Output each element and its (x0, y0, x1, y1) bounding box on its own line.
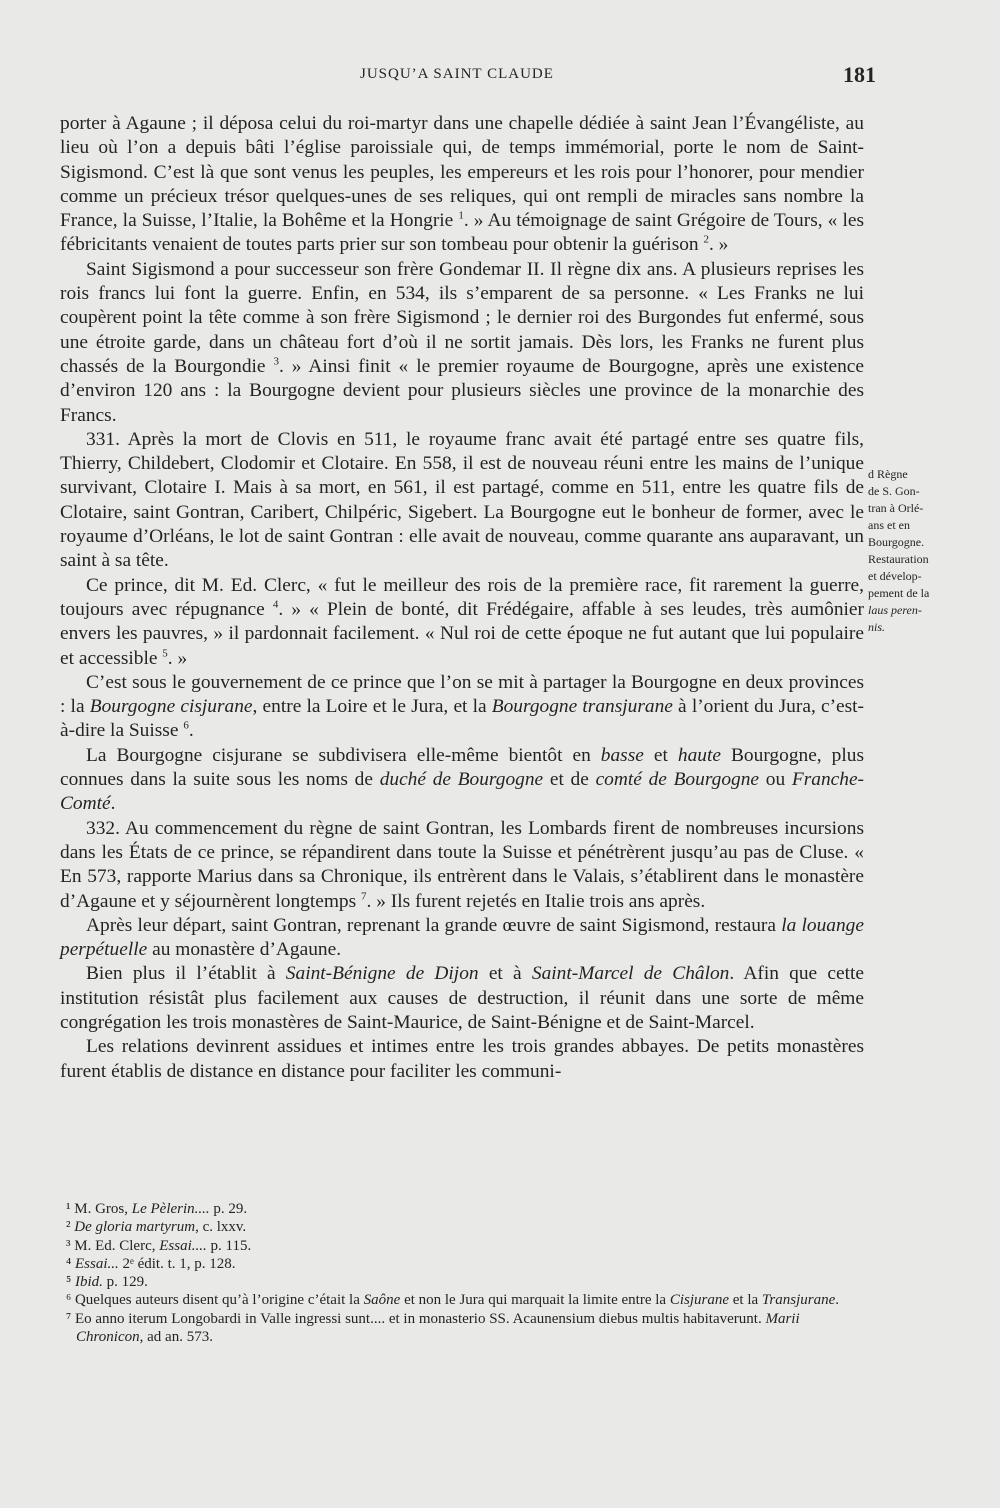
footnote (60, 1200, 864, 1218)
text-run: , ad an. 573. (139, 1329, 213, 1346)
italic-text: Essai.... (159, 1237, 207, 1254)
text-run: . » « Plein de bonté, dit Frédégaire, affable à ses leudes, très aumônier envers les pauvres, » il pardonnait facilement. « Nul roi de cette époque ne fut autant que lui populaire et accessible (60, 598, 864, 669)
footnote-ref: 1 (458, 209, 464, 222)
text-run: et dévelop- (868, 569, 922, 583)
paragraph (60, 817, 864, 914)
margin-note-line (868, 619, 964, 636)
text-run: pement de la (868, 586, 930, 600)
text-run: , c. lxxv. (195, 1219, 247, 1236)
italic-text: Cisjurane (669, 1292, 729, 1309)
paragraph (60, 112, 864, 258)
text-run: p. 115. (206, 1237, 252, 1254)
margin-note-line (868, 602, 964, 619)
italic-text: laus peren- (868, 603, 922, 617)
italic-text: Marii Chronicon (76, 1310, 800, 1346)
text-run: 332. Au commencement du règne de saint Gontran, les Lombards firent de nombreuses incursions dans les États de ce prince, se répandirent dans toute la Suisse et pénétrèrent jusqu’au pas de Cluse. « En 573, rapporte Marius dans sa Chronique, ils entrèrent dans le Valais, s’établirent dans le monastère d’Agaune et y séjournèrent longtemps (60, 817, 864, 912)
italic-text: Le Pèlerin.... (131, 1201, 210, 1217)
text-run: 2ᵉ édit. t. 1, p. 128. (118, 1255, 236, 1272)
italic-text: duché de Bourgogne (379, 769, 544, 791)
footnote (60, 1255, 864, 1273)
margin-note (868, 466, 964, 636)
text-run: Restauration (868, 552, 929, 566)
text-run: et non le Jura qui marquait la limite entre la (400, 1292, 670, 1309)
running-head: JUSQU’A SAINT CLAUDE (360, 66, 554, 82)
main-text (60, 112, 864, 1084)
footnote (60, 1291, 864, 1309)
italic-text: Saint-Bénigne de Dijon (285, 963, 479, 985)
paragraph (60, 574, 864, 671)
text-run: ans et en (868, 518, 910, 532)
text-run: p. 129. (102, 1274, 148, 1291)
paragraph (60, 962, 864, 1035)
page-number: 181 (843, 62, 876, 87)
footnote-ref: 2 (703, 234, 709, 247)
text-run: et à (478, 963, 532, 985)
text-run: et la (729, 1292, 762, 1309)
text-run: Ce prince, dit M. Ed. Clerc, « fut le meilleur des rois de la première race, fit rarement la guerre, toujours avec répugnance (60, 574, 864, 620)
text-run: ¹ M. Gros, (66, 1201, 132, 1217)
italic-text: Saône (363, 1292, 401, 1309)
footnote (60, 1310, 864, 1347)
text-run: au monastère d’Agaune. (147, 939, 342, 961)
text-run: La Bourgogne cisjurane se subdivisera elle-même bientôt en (86, 744, 601, 766)
text-run: d Règne (868, 467, 908, 481)
paragraph (60, 428, 864, 574)
text-run: ⁶ Quelques auteurs disent qu’à l’origine c’était la (66, 1292, 364, 1309)
margin-note-line (868, 517, 964, 534)
footnote (60, 1273, 864, 1291)
margin-note-line (868, 500, 964, 517)
paragraph (60, 671, 864, 744)
paragraph (60, 914, 864, 963)
footnote-ref: 7 (361, 890, 367, 903)
text-run: . (110, 793, 116, 815)
footnote-ref: 6 (183, 719, 189, 732)
italic-text: la louange perpétuelle (60, 914, 864, 961)
text-run: à l’orient du Jura, c’est-à-dire la Suisse (60, 696, 865, 742)
text-run: porter à Agaune ; il déposa celui du roi-martyr dans une chapelle dédiée à saint Jean l’Évangéliste, au lieu où l’on a depuis bâti l’église paroissiale qui, de temps immémorial, porte le nom de Saint-Sigismond. C’est là que sont venus les peuples, les empereurs et les rois pour l’honorer, pour mendier comme un précieux trésor quelques-unes de ses reliques, qui ont rempli de miracles sans nombre la France, la Suisse, l’Italie, la Bohême et la Hongrie (60, 113, 864, 232)
text-run: et (643, 744, 678, 766)
text-run: de S. Gon- (868, 484, 920, 498)
italic-text: comté de Bourgogne (595, 769, 760, 791)
footnote (60, 1237, 864, 1255)
paragraph (60, 1035, 864, 1084)
italic-text: Bourgogne transjurane (491, 696, 673, 718)
margin-note-line (868, 551, 964, 568)
italic-text: Transjurane (761, 1292, 836, 1309)
text-run: , entre la Loire et le Jura, et la (252, 696, 492, 718)
text-run: . » Au témoignage de saint Grégoire de Tours, « les fébricitants venaient de toutes parts prier sur son tombeau pour obtenir la guérison (60, 210, 864, 256)
italic-text: Franche-Comté (60, 769, 865, 815)
text-run: ou (759, 769, 792, 791)
italic-text: Bourgogne cisjurane (89, 696, 253, 718)
text-run: ² (66, 1219, 75, 1236)
text-run: Après leur départ, saint Gontran, reprenant la grande œuvre de saint Sigismond, restaura (86, 914, 782, 936)
text-run: 331. Après la mort de Clovis en 511, le royaume franc avait été partagé entre ses quatre fils, Thierry, Childebert, Clodomir et Clotaire. En 558, il est de nouveau réuni entre les mains de l’unique survivant, Clotaire I. Mais à sa mort, en 561, il est partagé, comme en 511, entre les quatre fils de Clotaire, saint Gontran, Caribert, Chilpéric, Sigebert. La Bourgogne eut le bonheur de former, avec le royaume d’Orléans, le lot de saint Gontran : elle avait de nouveau, comme quarante ans auparavant, un saint à sa tête. (60, 428, 864, 572)
text-run: ³ M. Ed. Clerc, (66, 1237, 160, 1254)
text-run: et de (543, 769, 596, 791)
italic-text: Ibid. (74, 1274, 103, 1291)
text-run: ⁵ (66, 1274, 75, 1291)
italic-text: De gloria martyrum (74, 1219, 196, 1236)
footnote (60, 1218, 864, 1236)
text-run: p. 29. (209, 1201, 248, 1217)
margin-note-line (868, 568, 964, 585)
text-run: Bourgogne. (868, 535, 925, 549)
italic-text: nis. (868, 620, 886, 634)
margin-note-line (868, 483, 964, 500)
footnote-ref: 3 (273, 355, 279, 368)
text-run: Saint Sigismond a pour successeur son frère Gondemar II. Il règne dix ans. A plusieurs reprises les rois francs lui font la guerre. Enfin, en 534, ils s’emparent de sa personne. « Les Franks ne lui coupèrent point la tête comme à son frère Sigismond ; le dernier roi des Burgondes fut enfermé, sous une étroite garde, dans un château fort d’où il ne sortit jamais. Dès lors, les Franks ne furent plus chassés de la Bourgondie (60, 258, 864, 377)
text-run: Les relations devinrent assidues et intimes entre les trois grandes abbayes. De petits monastères furent établis de distance en distance pour faciliter les communi- (60, 1036, 864, 1082)
margin-note-line (868, 585, 964, 602)
italic-text: haute (677, 744, 721, 766)
text-run: ⁷ Eo anno iterum Longobardi in Valle ingressi sunt.... et in monasterio SS. Acaunensium diebus multis habitaverunt. (66, 1310, 766, 1327)
text-run: . » (708, 234, 729, 256)
italic-text: basse (600, 744, 644, 766)
footnote-ref: 5 (162, 647, 168, 660)
page-header (60, 62, 876, 92)
paragraph (60, 258, 864, 428)
text-run: . » Ainsi finit « le premier royaume de Bourgogne, après une existence d’environ 120 ans : la Bourgogne devient pour plusieurs siècles une province de la monarchie des Francs. (60, 355, 864, 426)
italic-text: Saint-Marcel de Châlon (531, 963, 730, 985)
text-run: . Afin que cette institution résistât plus facilement aux causes de destruction, il réunit dans une sorte de même congrégation les trois monastères de Saint-Maurice, de Saint-Bénigne et de Saint-Marcel. (60, 963, 864, 1033)
footnote-ref: 4 (272, 598, 279, 611)
margin-note-line (868, 466, 964, 483)
text-run: . (835, 1292, 840, 1309)
text-run: . » Ils furent rejetés en Italie trois ans après. (366, 890, 706, 912)
italic-text: Essai... (74, 1255, 119, 1272)
text-run: Bourgogne, plus connues dans la suite sous les noms de (60, 744, 864, 791)
text-run: tran à Orlé- (868, 501, 924, 515)
text-run: . (188, 720, 194, 742)
footnotes (60, 1200, 864, 1346)
paragraph (60, 744, 864, 817)
text-run: . » (167, 647, 188, 669)
text-run: C’est sous le gouvernement de ce prince que l’on se mit à partager la Bourgogne en deux provinces : la (60, 671, 864, 718)
text-run: Bien plus il l’établit à (86, 963, 286, 985)
text-run: ⁴ (66, 1255, 75, 1272)
margin-note-line (868, 534, 964, 551)
